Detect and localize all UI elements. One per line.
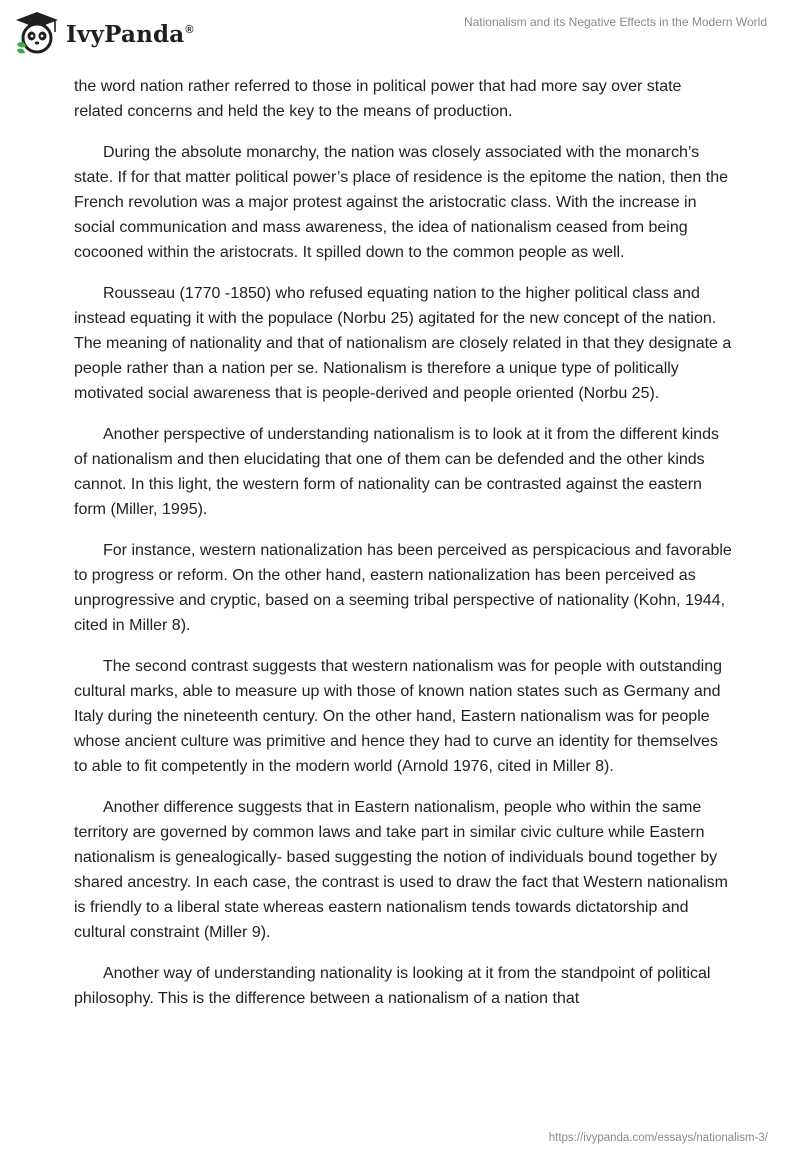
- page-header: [0, 0, 800, 64]
- paragraph: Another perspective of understanding nationalism is to look at it from the different kinds of nationalism and then elucidating that one of them can be defended and the other kinds cannot. In this light, the western form of nationality can be contrasted against the eastern form (Miller, 1995).: [74, 426, 720, 518]
- paragraph: For instance, western nationalization has been perceived as perspicacious and favorable to progress or reform. On the other hand, eastern nationalization has been perceived as unprogressive and cryptic, based on a seeming tribal perspective of nationality (Kohn, 1944, cited in Miller 8).: [74, 542, 732, 634]
- paragraph: Another difference suggests that in Eastern nationalism, people who within the same territory are governed by common laws and take part in similar civic culture while Eastern nationalism is genealogically- based suggesting the notion of individuals bound together by shared ancestry. In each case, the contrast is used to draw the fact that Western nationalism is friendly to a liberal state whereas eastern nationalism tends towards dictatorship and cultural constraint (Miller 9).: [74, 799, 728, 941]
- ivypanda-logo[interactable]: [14, 10, 194, 56]
- panda-graduate-icon: [14, 10, 60, 56]
- paragraph-continued: the word nation rather referred to those in political power that had more say over state related concerns and held the key to the means of production.: [74, 78, 682, 120]
- paragraph: Another way of understanding nationality is looking at it from the standpoint of political philosophy. This is the difference between a nationalism of a nation that: [74, 965, 711, 1007]
- paragraph: During the absolute monarchy, the nation was closely associated with the monarch’s state. If for that matter political power’s place of residence is the epitome the nation, then the French revolution was a major protest against the aristocratic class. With the increase in social communication and mass awareness, the idea of nationalism ceased from being cocooned within the aristocrats. It spilled down to the common people as well.: [74, 144, 728, 261]
- essay-body: [74, 74, 734, 1027]
- paragraph: The second contrast suggests that western nationalism was for people with outstanding cultural marks, able to measure up with those of known nation states such as Germany and Italy during the nineteenth century. On the other hand, Eastern nationalism was for people whose ancient culture was primitive and hence they had to curve an identity for themselves to able to fit competently in the modern world (Arnold 1976, cited in Miller 8).: [74, 658, 723, 775]
- paragraph: Rousseau (1770 -1850) who refused equating nation to the higher political class and instead equating it with the populace (Norbu 25) agitated for the new concept of the nation. The meaning of nationality and that of nationalism are closely related in that they designate a people rather than a nation per se. Nationalism is therefore a unique type of politically motivated social awareness that is people-derived and people oriented (Norbu 25).: [74, 285, 732, 402]
- brand-name: IvyPanda®: [66, 20, 194, 48]
- source-url-link[interactable]: https://ivypanda.com/essays/nationalism-3/: [548, 1132, 768, 1144]
- registered-mark: ®: [185, 23, 194, 36]
- document-title: Nationalism and its Negative Effects in the Modern World: [463, 15, 767, 29]
